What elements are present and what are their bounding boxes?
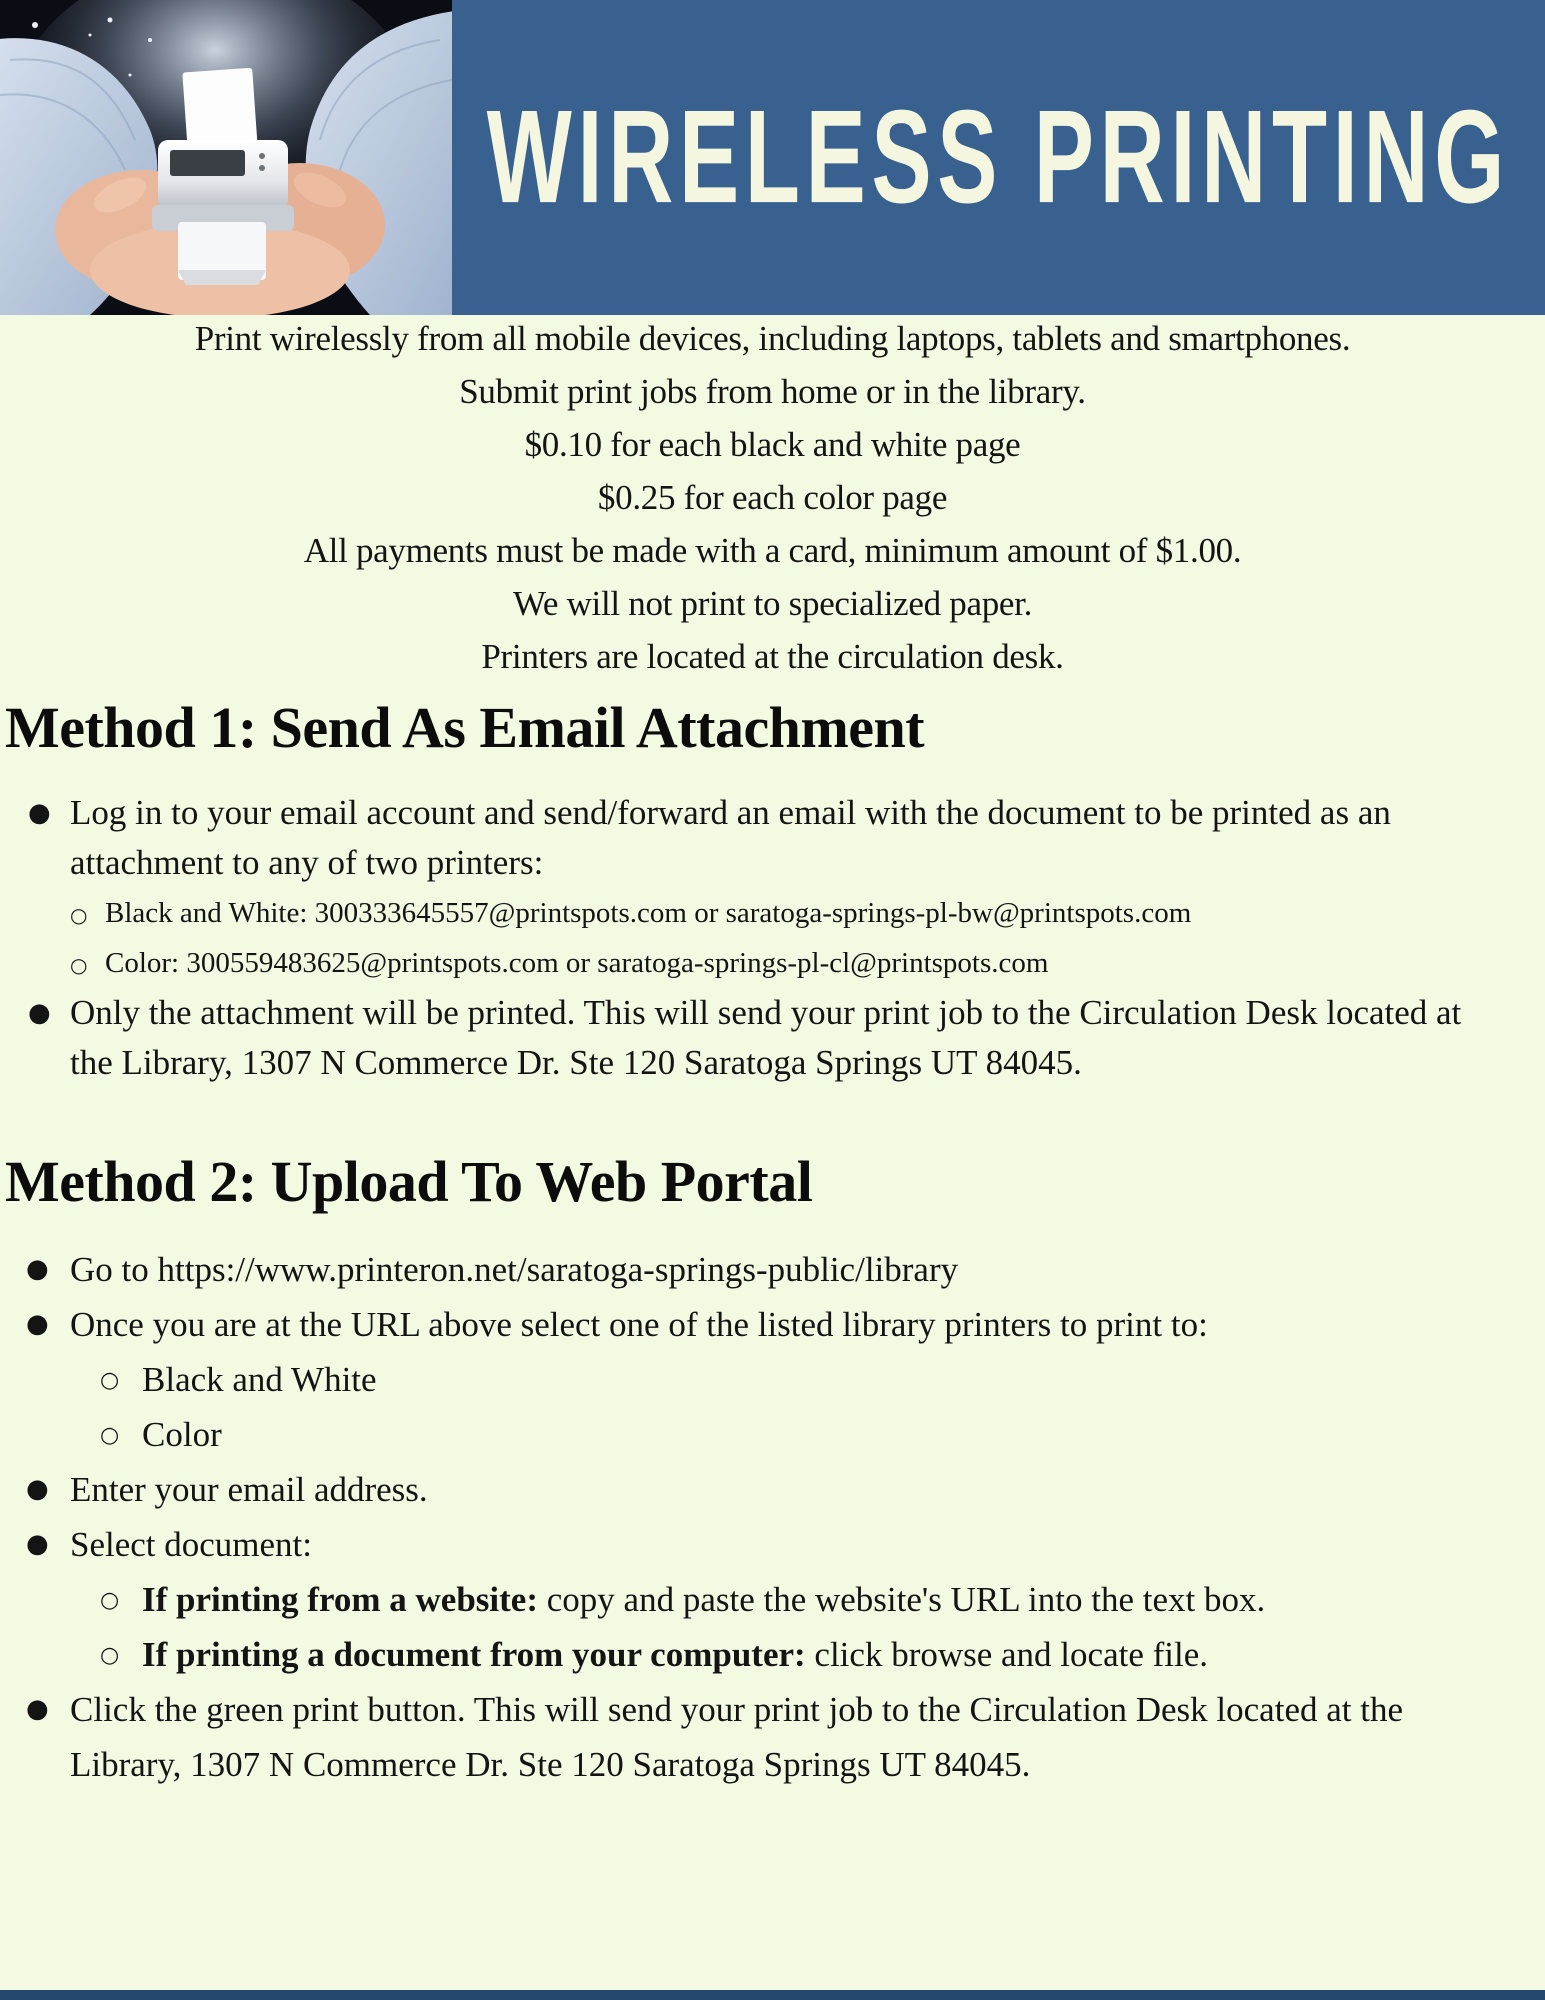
hands-printer-illustration — [0, 0, 452, 315]
method1-login-text: Log in to your email account and send/forward an email with the document to be printed as an attachment to any of two printers: — [70, 793, 1391, 882]
bottom-accent-bar — [0, 1990, 1545, 2000]
bullet-icon: ● — [28, 998, 51, 1028]
bullet-icon: ● — [26, 1309, 49, 1339]
computer-option-rest: click browse and locate file. — [805, 1635, 1209, 1674]
bullet-icon: ● — [26, 1529, 49, 1559]
bw-printer-email: Black and White: 300333645557@printspots.com or saratoga-springs-pl-bw@printspots.com — [105, 897, 1192, 929]
circle-bullet-icon: ○ — [70, 903, 88, 927]
method2-list — [0, 1242, 1500, 1792]
method1-attachment-note: Only the attachment will be printed. This will send your print job to the Circulation Desk located at the Library, 1307 N Commerce Dr. Ste 120 Saratoga Springs UT 84045. — [70, 993, 1462, 1082]
circle-bullet-icon: ○ — [100, 1423, 120, 1448]
circle-bullet-icon: ○ — [100, 1643, 120, 1668]
list-item — [0, 1462, 1500, 1517]
color-printer-email: Color: 300559483625@printspots.com or saratoga-springs-pl-cl@printspots.com — [105, 947, 1049, 979]
computer-option-bold: If printing a document from your computer: — [142, 1635, 806, 1674]
intro-line: Submit print jobs from home or in the library. — [459, 372, 1086, 411]
list-item — [0, 1297, 1500, 1352]
paper-sheet-top — [182, 68, 257, 153]
title-banner — [452, 0, 1545, 315]
bullet-icon: ● — [26, 1474, 49, 1504]
list-item — [0, 1572, 1500, 1627]
list-item — [0, 938, 1500, 988]
intro-line: Print wirelessly from all mobile devices, including laptops, tablets and smartphones. — [194, 319, 1351, 358]
print-button-text: Click the green print button. This will send your print job to the Circulation Desk located at the Library, 1307 N Commerce Dr. Ste 120 Saratoga Springs UT 84045. — [70, 1690, 1403, 1784]
method1-heading: Method 1: Send As Email Attachment — [5, 695, 925, 760]
circle-bullet-icon: ○ — [70, 953, 88, 977]
bullet-icon: ● — [26, 1254, 49, 1284]
list-item — [0, 788, 1500, 888]
enter-email-text: Enter your email address. — [70, 1470, 428, 1509]
hands-holding-printer-photo — [0, 0, 452, 315]
list-item — [0, 1242, 1500, 1297]
intro-line: We will not print to specialized paper. — [512, 584, 1033, 623]
intro-text — [0, 312, 1545, 683]
printer-option-color: Color — [142, 1415, 222, 1454]
bullet-icon: ● — [26, 1694, 49, 1724]
method2-heading: Method 2: Upload To Web Portal — [5, 1149, 813, 1214]
list-item — [0, 1682, 1500, 1792]
select-document-text: Select document: — [70, 1525, 313, 1564]
method1-list — [0, 788, 1500, 1088]
website-option-bold: If printing from a website: — [142, 1580, 538, 1619]
list-item — [0, 1627, 1500, 1682]
select-printer-text: Once you are at the URL above select one of the listed library printers to print to: — [70, 1305, 1208, 1344]
list-item — [0, 988, 1500, 1088]
page-title: WIRELESS PRINTING — [486, 82, 1511, 231]
list-item — [0, 1517, 1500, 1572]
circle-bullet-icon: ○ — [100, 1368, 120, 1393]
portal-url-text: Go to https://www.printeron.net/saratoga-springs-public/library — [70, 1250, 959, 1289]
intro-line-bw-price: $0.10 for each black and white page — [524, 425, 1021, 464]
intro-line: Printers are located at the circulation desk. — [481, 637, 1064, 676]
list-item — [0, 888, 1500, 938]
website-option-rest: copy and paste the website's URL into the text box. — [538, 1580, 1266, 1619]
list-item — [0, 1352, 1500, 1407]
header-banner — [0, 0, 1545, 315]
intro-line: All payments must be made with a card, minimum amount of $1.00. — [303, 531, 1242, 570]
bullet-icon: ● — [28, 798, 51, 828]
intro-line-color-price: $0.25 for each color page — [597, 478, 948, 517]
printer-option-bw: Black and White — [142, 1360, 377, 1399]
circle-bullet-icon: ○ — [100, 1588, 120, 1613]
list-item — [0, 1407, 1500, 1462]
